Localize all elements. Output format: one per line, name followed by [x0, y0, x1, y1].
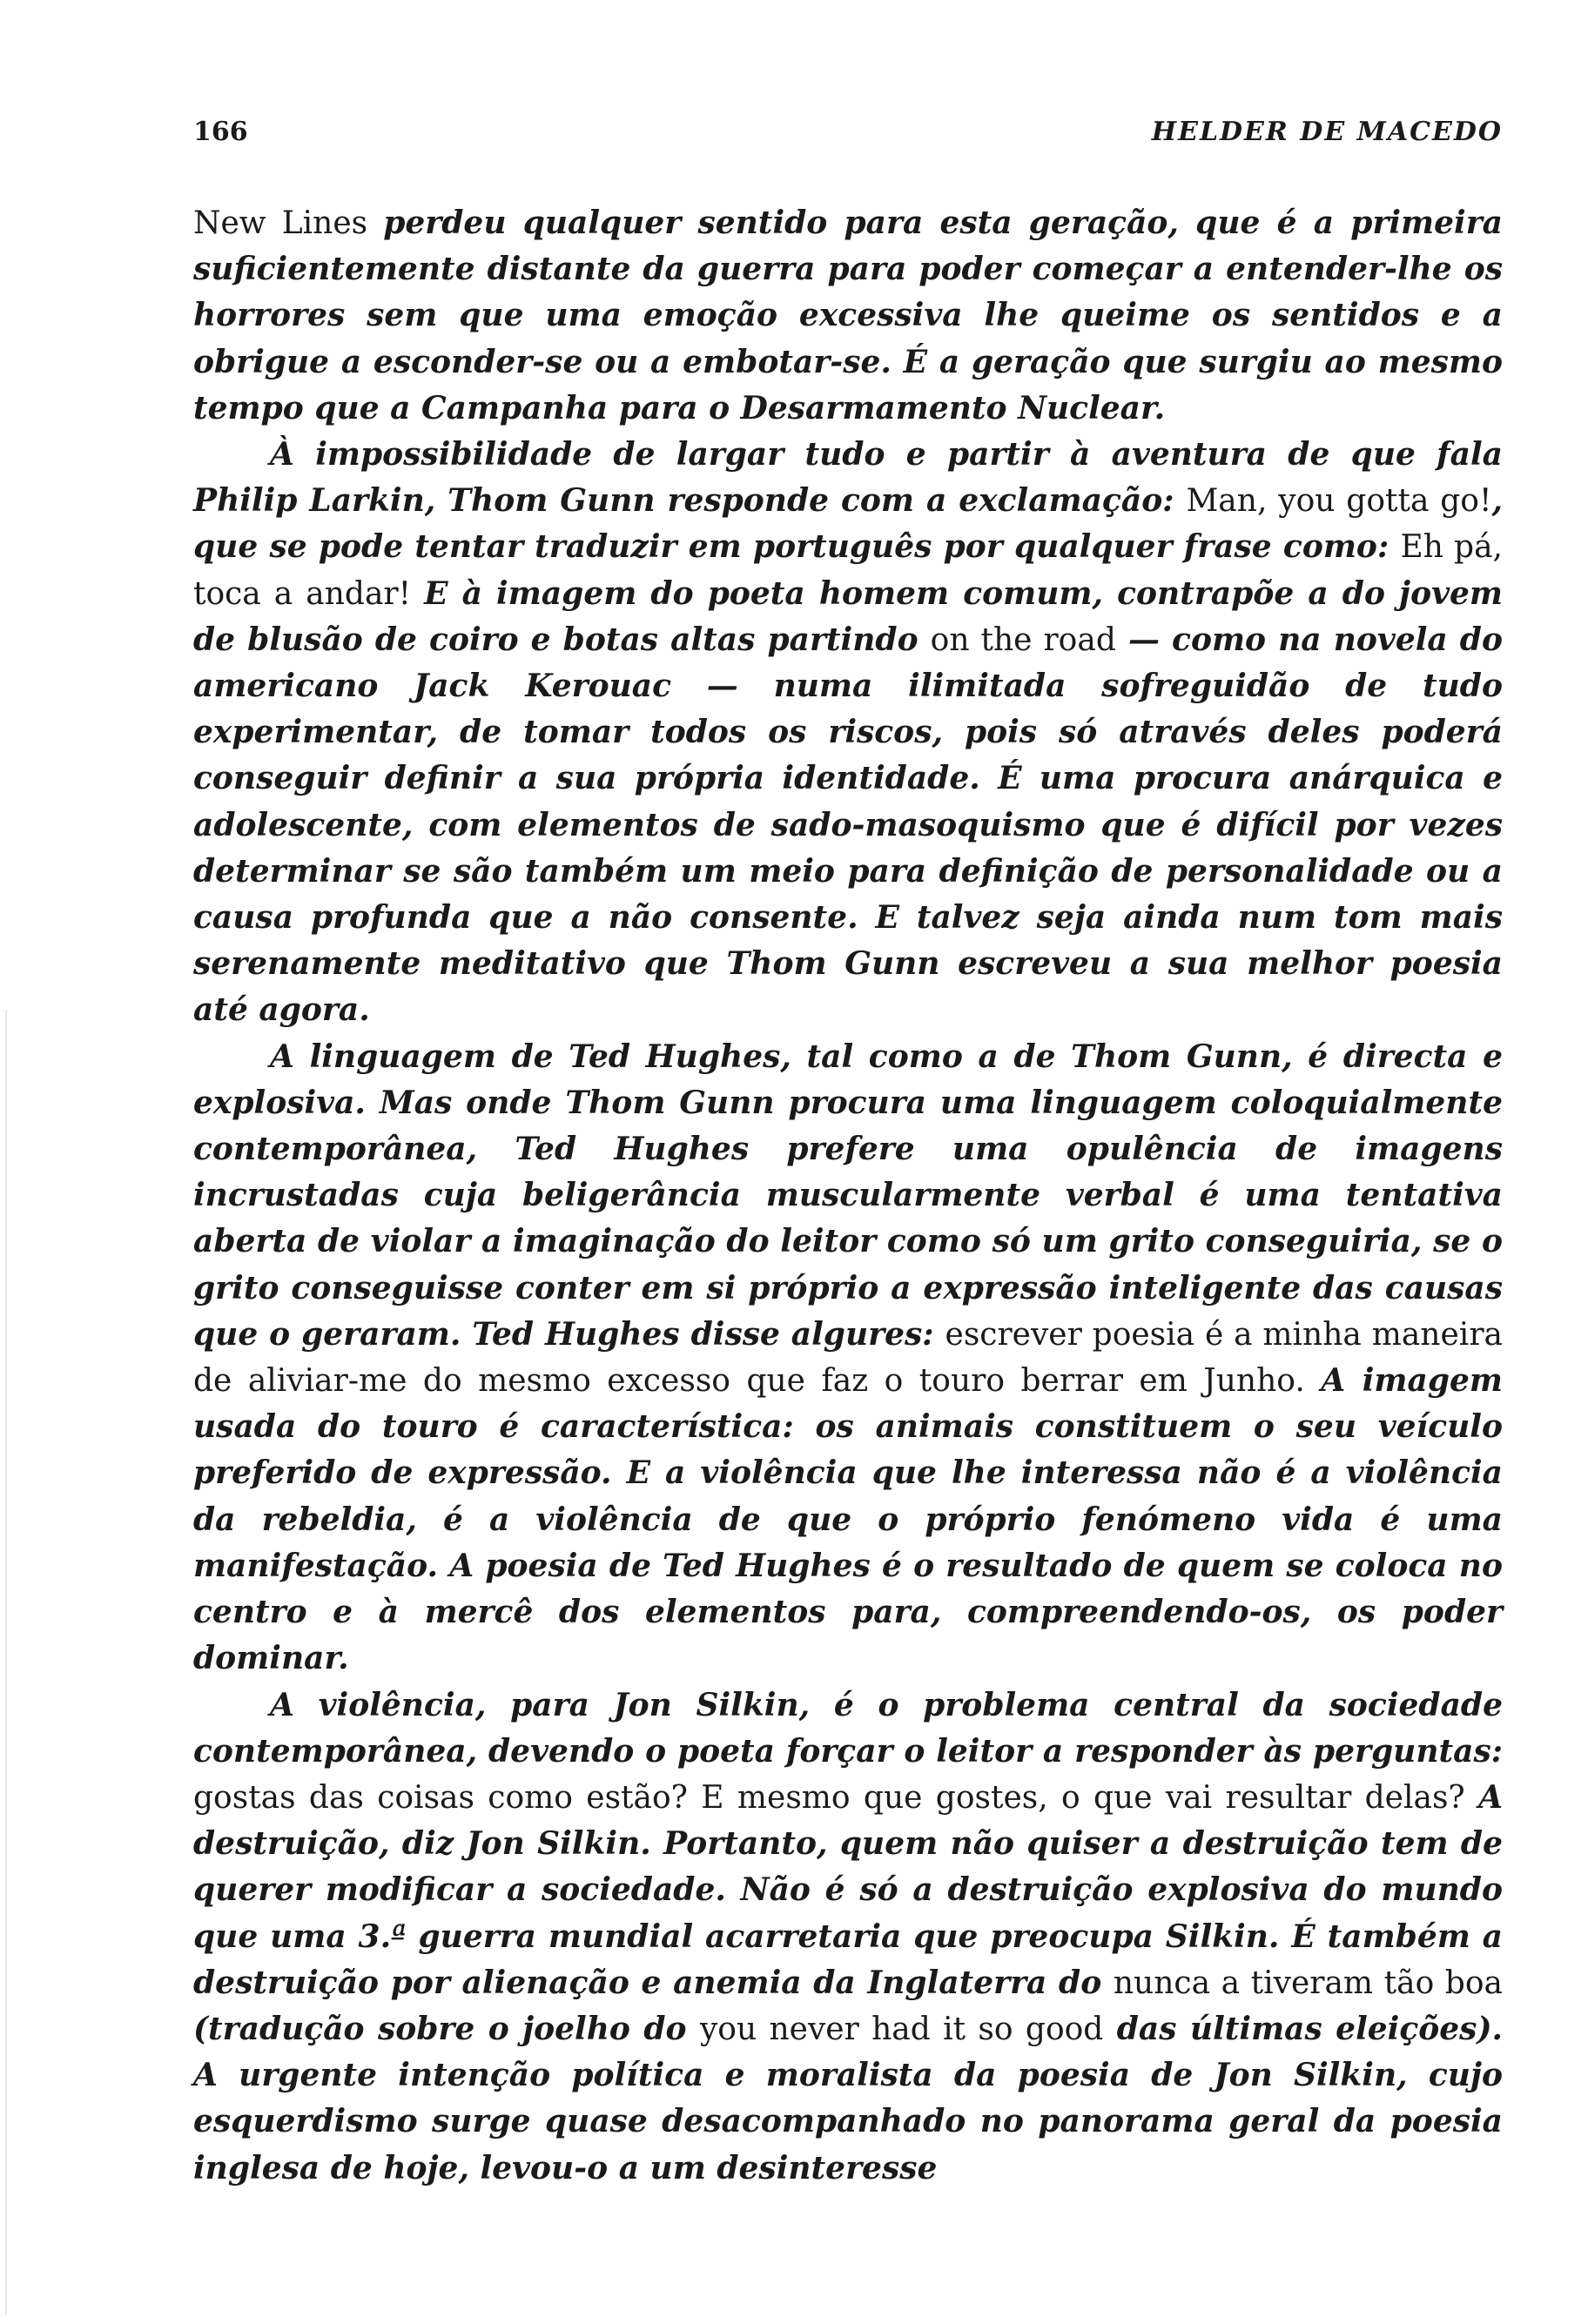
- roman-text-run: nunca a tiveram tão boa: [1113, 1965, 1503, 2001]
- italic-text-run: perdeu qualquer sentido para esta geração, que é a primeira suficientemente distante da guerra para poder começar a entender-lhe os horrores sem que uma emoção excessiva lhe queime os sentidos e a obrigue a esconder-se ou a embotar-se. É a geração que surgiu ao mesmo tempo que a Campanha para o Desarmamento Nuclear.: [193, 205, 1504, 427]
- roman-text-run: Man, you gotta go!: [1186, 483, 1492, 520]
- scan-edge-mark: [5, 1010, 7, 2315]
- italic-text-run: , que se pode tentar traduzir em português por qualquer frase como:: [193, 482, 1503, 566]
- italic-text-run: das últimas eleições). A urgente intenção política e moralista da poesia de Jon Silkin, cujo esquerdismo surge quase desacompanhado no panorama geral da poesia inglesa de hoje, levou-o a um desinteresse: [193, 2010, 1504, 2186]
- italic-text-run: (tradução sobre o joelho do: [193, 2010, 700, 2047]
- paragraph-2: [193, 432, 1503, 1034]
- body-text: [193, 200, 1503, 2192]
- italic-text-run: À impossibilidade de largar tudo e partir à aventura de que fala Philip Larkin, Thom Gunn responde com a exclamação:: [193, 436, 1503, 520]
- italic-text-run: — como na novela do americano Jack Kerouac — numa ilimitada sofreguidão de tudo experimentar, de tomar todos os riscos, pois só através deles poderá conseguir definir a sua própria identidade. É uma procura anárquica e adolescente, com elementos de sado-masoquismo que é difícil por vezes determinar se são também um meio para definição de personalidade ou a causa profunda que a não consente. E talvez seja ainda num tom mais serenamente meditativo que Thom Gunn escreveu a sua melhor poesia até agora.: [193, 621, 1503, 1029]
- paragraph-4: [193, 1683, 1503, 2192]
- roman-text-run: New Lines: [193, 205, 384, 241]
- italic-text-run: A linguagem de Ted Hughes, tal como a de Thom Gunn, é directa e explosiva. Mas onde Thom Gunn procura uma linguagem coloquialmente contemporânea, Ted Hughes prefere uma opulência de imagens incrustadas cuja beligerância muscularmente verbal é uma tentativa aberta de violar a imaginação do leitor como só um grito conseguiria, se o grito conseguisse conter em si próprio a expressão inteligente das causas que o geraram. Ted Hughes disse algures:: [193, 1038, 1503, 1353]
- running-head: [193, 115, 1503, 150]
- roman-text-run: escrever poesia é a minha maneira de aliviar-me do mesmo excesso que faz o touro berrar em Junho.: [193, 1316, 1503, 1400]
- roman-text-run: gostas das coisas como estão? E mesmo que gostes, o que vai resultar delas?: [193, 1779, 1479, 1816]
- roman-text-run: on the road: [930, 621, 1116, 658]
- roman-text-run: you never had it so good: [699, 2011, 1104, 2047]
- italic-text-run: A violência, para Jon Silkin, é o problema central da sociedade contemporânea, devendo o poeta forçar o leitor a responder às perguntas:: [193, 1686, 1503, 1770]
- paragraph-1: [193, 200, 1503, 432]
- paragraph-3: [193, 1034, 1503, 1683]
- page-number: 166: [193, 117, 248, 147]
- italic-text-run: A destruição, diz Jon Silkin. Portanto, quem não quiser a destruição tem de querer modificar a sociedade. Não é só a destruição explosiva do mundo que uma 3.ª guerra mundial acarretaria que preocupa Silkin. É também a destruição por alienação e anemia da Inglaterra do: [193, 1778, 1503, 2001]
- running-head-author: HELDER DE MACEDO: [1151, 117, 1503, 147]
- italic-text-run: E à imagem do poeta homem comum, contrapõe a do jovem de blusão de coiro e botas altas partindo: [193, 574, 1504, 658]
- roman-text-run: Eh pá, toca a andar!: [193, 529, 1503, 612]
- italic-text-run: A imagem usada do touro é característica: os animais constituem o seu veículo preferido de expressão. E a violência que lhe interessa não é a violência da rebeldia, é a violência de que o próprio fenómeno vida é uma manifestação. A poesia de Ted Hughes é o resultado de quem se coloca no centro e à mercê dos elementos para, compreendendo-os, os poder dominar.: [193, 1362, 1503, 1677]
